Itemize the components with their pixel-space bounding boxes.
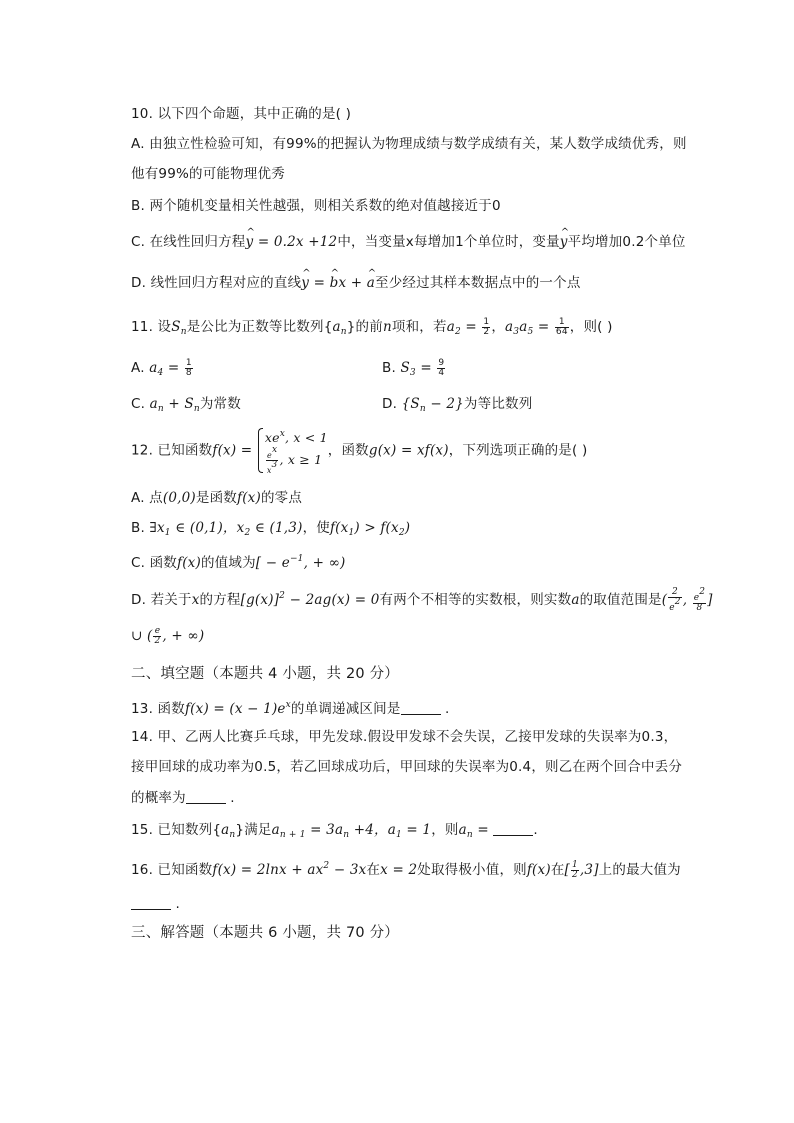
q12-option-d-cont: ∪ ( $\frac{e}{2}$ , + ∞)	[131, 626, 205, 646]
q14-answer-blank[interactable]	[186, 790, 226, 804]
q10-stem: 10. 以下四个命题，其中正确的是( )	[131, 106, 352, 122]
q11-option-b: B. $S_3$ = $\frac{9}{4}$	[382, 357, 445, 378]
q12-option-b: B. $\exists x_1$ ∈ (0,1)，$x_2$ ∈ (1,3)，使$f(x_1) > f(x_2)$	[131, 520, 411, 538]
q12-option-a: A. 点(0,0)是函数f(x)的零点	[131, 490, 303, 506]
q15: 15. 已知数列$\{a_n\}$满足$a_{n + 1} = 3a_n +4$，$a_1 = 1$，则$a_n$ = .	[131, 822, 538, 840]
q16: 16. 已知函数$f(x) = 2\ln x + ax^2 - 3x$在x = 2处取得极小值，则f(x)在[ $\frac{1}{2}$ ,3]上的最大值为	[131, 860, 681, 880]
q13: 13. 函数$f(x) = (x - 1)e^x$的单调递减区间是 .	[131, 700, 450, 717]
q15-answer-blank[interactable]	[493, 822, 533, 836]
q16-answer-line: .	[131, 894, 180, 914]
q10-option-c: C. 在线性回归方程^ y = 0.2x +12中，当变量x每增加1个单位时，变量^ y平均增加0.2个单位	[131, 232, 686, 252]
q10-option-d: D. 线性回归方程对应的直线^ y = ^ bx + ^ a至少经过其样本数据点中的一个点	[131, 273, 581, 293]
q12-option-c: C. 函数f(x)的值域为[ − $e^{-1}$, + ∞)	[131, 554, 346, 571]
q14-line2: 接甲回球的成功率为0.5，若乙回球成功后，甲回球的失误率为0.4，则乙在两个回合中丢分	[131, 759, 683, 775]
q12-stem: 12. 已知函数f(x) = $xe^x$, x < 1 $\frac{ex}{x3}$ , x ≥ 1 ，函数g(x) = xf(x)，下列选项正确的是( )	[131, 426, 587, 475]
q11-option-d: D. $\{S_n - 2\}$为等比数列	[382, 396, 533, 414]
q12-option-d: D. 若关于x的方程$[g(x)]^2 - 2ag(x) = 0$有两个不相等的实数根，则实数a的取值范围是( $\frac{2}{e2}$ , $\frac{e2}{8}$ ]	[131, 587, 713, 613]
q11-stem: 11. 设$S_n$是公比为正数等比数列$\{a_n\}$的前n项和，若$a_2$ = $\frac{1}{2}$ ，$a_3a_5$ = $\frac{1}{64}$ ，则( )	[131, 316, 613, 337]
section-solutions-title: 三、解答题（本题共 6 小题，共 70 分）	[131, 925, 400, 941]
q10-option-b: B. 两个随机变量相关性越强，则相关系数的绝对值越接近于0	[131, 198, 501, 214]
q16-answer-blank[interactable]	[131, 896, 171, 910]
q14-line3: 的概率为 .	[131, 790, 235, 806]
piecewise-function: $xe^x$, x < 1 $\frac{ex}{x3}$ , x ≥ 1	[257, 426, 328, 475]
q11-option-c: C. $a_n + S_n$为常数	[131, 396, 241, 414]
section-fill-in-title: 二、填空题（本题共 4 小题，共 20 分）	[131, 666, 400, 682]
q14-line1: 14. 甲、乙两人比赛乒乓球，甲先发球.假设甲发球不会失误，乙接甲发球的失误率为0.3，	[131, 729, 678, 745]
q13-answer-blank[interactable]	[401, 701, 441, 715]
q10-option-a-line2: 他有99%的可能物理优秀	[131, 166, 285, 182]
q10-option-a-line1: A. 由独立性检验可知，有99%的把握认为物理成绩与数学成绩有关，某人数学成绩优秀，则	[131, 136, 687, 152]
q11-option-a: A. $a_4$ = $\frac{1}{8}$	[131, 357, 192, 378]
